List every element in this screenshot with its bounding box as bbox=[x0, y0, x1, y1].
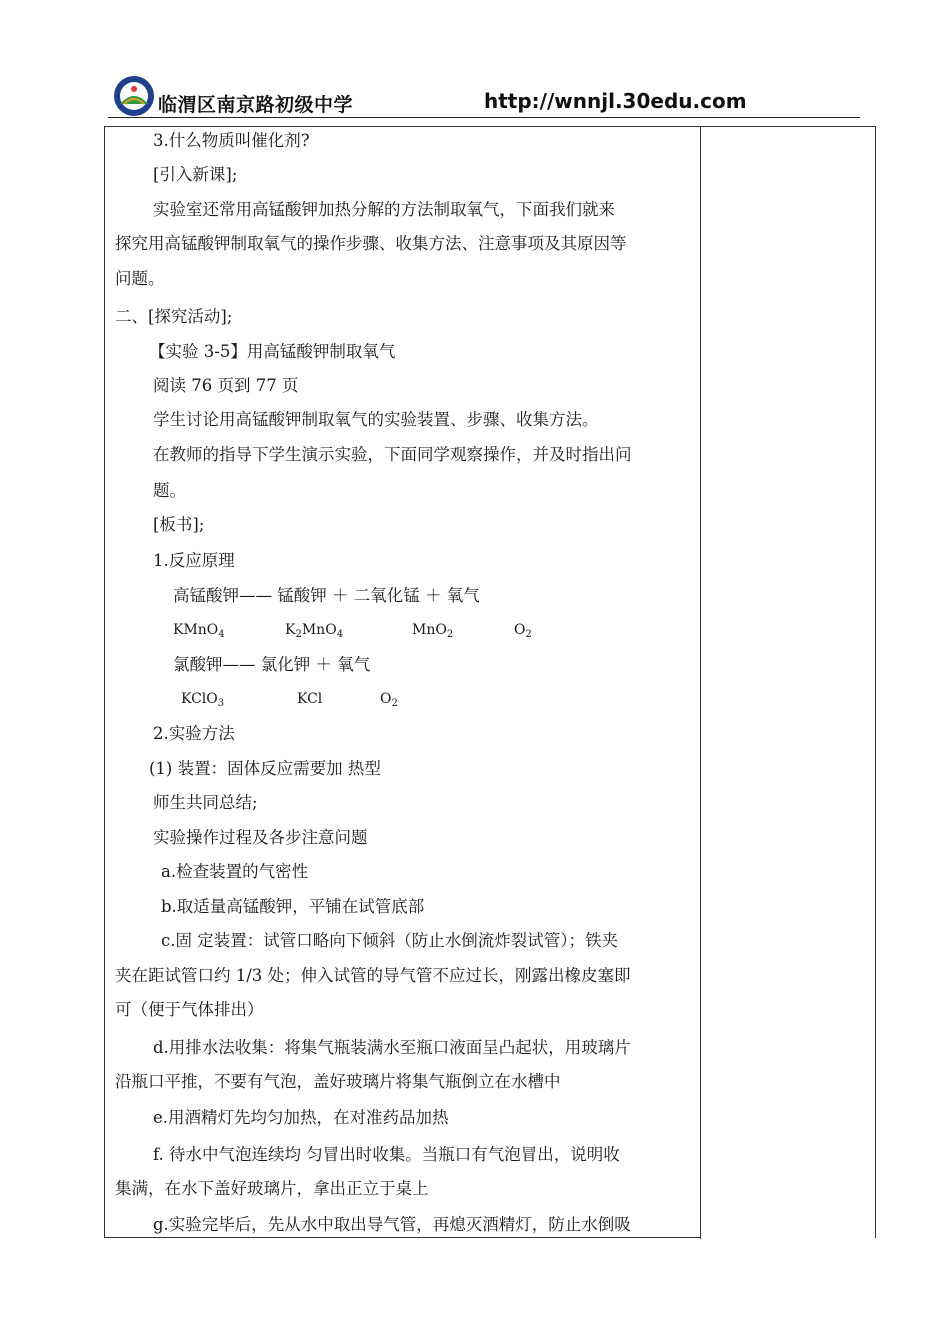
lesson-line: 学生讨论用高锰酸钾制取氧气的实验装置、步骤、收集方法。 bbox=[153, 410, 599, 429]
lesson-line: 问题。 bbox=[115, 269, 165, 288]
header-divider bbox=[108, 117, 860, 118]
lesson-table bbox=[104, 126, 876, 1238]
lesson-line: 沿瓶口平推，不要有气泡，盖好玻璃片将集气瓶倒立在水槽中 bbox=[115, 1072, 561, 1091]
lesson-line: 2.实验方法 bbox=[153, 724, 235, 743]
lesson-line: 实验操作过程及各步注意问题 bbox=[153, 828, 368, 847]
formula-o2: $O_2$ bbox=[514, 622, 532, 640]
formula-o2: $O_2$ bbox=[380, 691, 398, 709]
formula-k2mno4: $K_2MnO_4$ bbox=[285, 622, 344, 640]
lesson-line: 夹在距试管口约 1/3 处；伸入试管的导气管不应过长，刚露出橡皮塞即 bbox=[115, 966, 631, 985]
lesson-line: 题。 bbox=[153, 481, 186, 500]
lesson-line: (1) 装置：固体反应需要加 热型 bbox=[149, 759, 381, 778]
lesson-line: a.检查装置的气密性 bbox=[161, 862, 309, 881]
lesson-line: 师生共同总结; bbox=[153, 793, 258, 812]
formula-mno2: MnO$_2$ bbox=[412, 622, 454, 640]
lesson-line: e.用酒精灯先均匀加热，在对准药品加热 bbox=[153, 1108, 449, 1127]
lesson-line: 高锰酸钾—— 锰酸钾 ＋ 二氧化锰 ＋ 氧气 bbox=[173, 586, 480, 605]
lesson-line: 氯酸钾—— 氯化钾 ＋ 氧气 bbox=[173, 655, 371, 674]
lesson-line: 3.什么物质叫催化剂? bbox=[153, 131, 310, 150]
lesson-line: 1.反应原理 bbox=[153, 551, 235, 570]
lesson-line: 探究用高锰酸钾制取氧气的操作步骤、收集方法、注意事项及其原因等 bbox=[115, 234, 627, 253]
formula-kmno4: KMnO$_4$ bbox=[173, 622, 225, 640]
lesson-line: 集满，在水下盖好玻璃片，拿出正立于桌上 bbox=[115, 1179, 429, 1198]
lesson-line: 【实验 3-5】用高锰酸钾制取氧气 bbox=[149, 342, 396, 361]
lesson-line: c.固 定装置：试管口略向下倾斜（防止水倒流炸裂试管）；铁夹 bbox=[161, 931, 618, 950]
school-url[interactable]: http://wnnjl.30edu.com bbox=[484, 89, 747, 113]
school-name: 临渭区南京路初级中学 bbox=[158, 94, 354, 116]
lesson-line: 阅读 76 页到 77 页 bbox=[153, 376, 299, 395]
lesson-line: b.取适量高锰酸钾，平铺在试管底部 bbox=[161, 897, 425, 916]
lesson-line: [引入新课]; bbox=[153, 165, 238, 184]
column-divider bbox=[700, 127, 701, 1239]
school-logo-icon bbox=[112, 74, 156, 118]
lesson-line: 二、[探究活动]; bbox=[115, 307, 233, 326]
formula-kclo3: KClO$_3$ bbox=[181, 691, 225, 709]
table-bottom-border bbox=[104, 1237, 700, 1238]
lesson-line: f. 待水中气泡连续均 匀冒出时收集。当瓶口有气泡冒出，说明收 bbox=[153, 1145, 620, 1164]
lesson-line: d.用排水法收集：将集气瓶装满水至瓶口液面呈凸起状，用玻璃片 bbox=[153, 1038, 631, 1057]
lesson-line: 实验室还常用高锰酸钾加热分解的方法制取氧气，下面我们就来 bbox=[153, 200, 615, 219]
lesson-line: 在教师的指导下学生演示实验，下面同学观察操作，并及时指出问 bbox=[153, 445, 632, 464]
lesson-line: 可（便于气体排出） bbox=[115, 1000, 264, 1019]
lesson-line: [板书]; bbox=[153, 515, 205, 534]
formula-kcl: KCl bbox=[297, 691, 323, 707]
page-header bbox=[108, 72, 860, 122]
lesson-line: g.实验完毕后，先从水中取出导气管，再熄灭酒精灯，防止水倒吸 bbox=[153, 1215, 631, 1234]
